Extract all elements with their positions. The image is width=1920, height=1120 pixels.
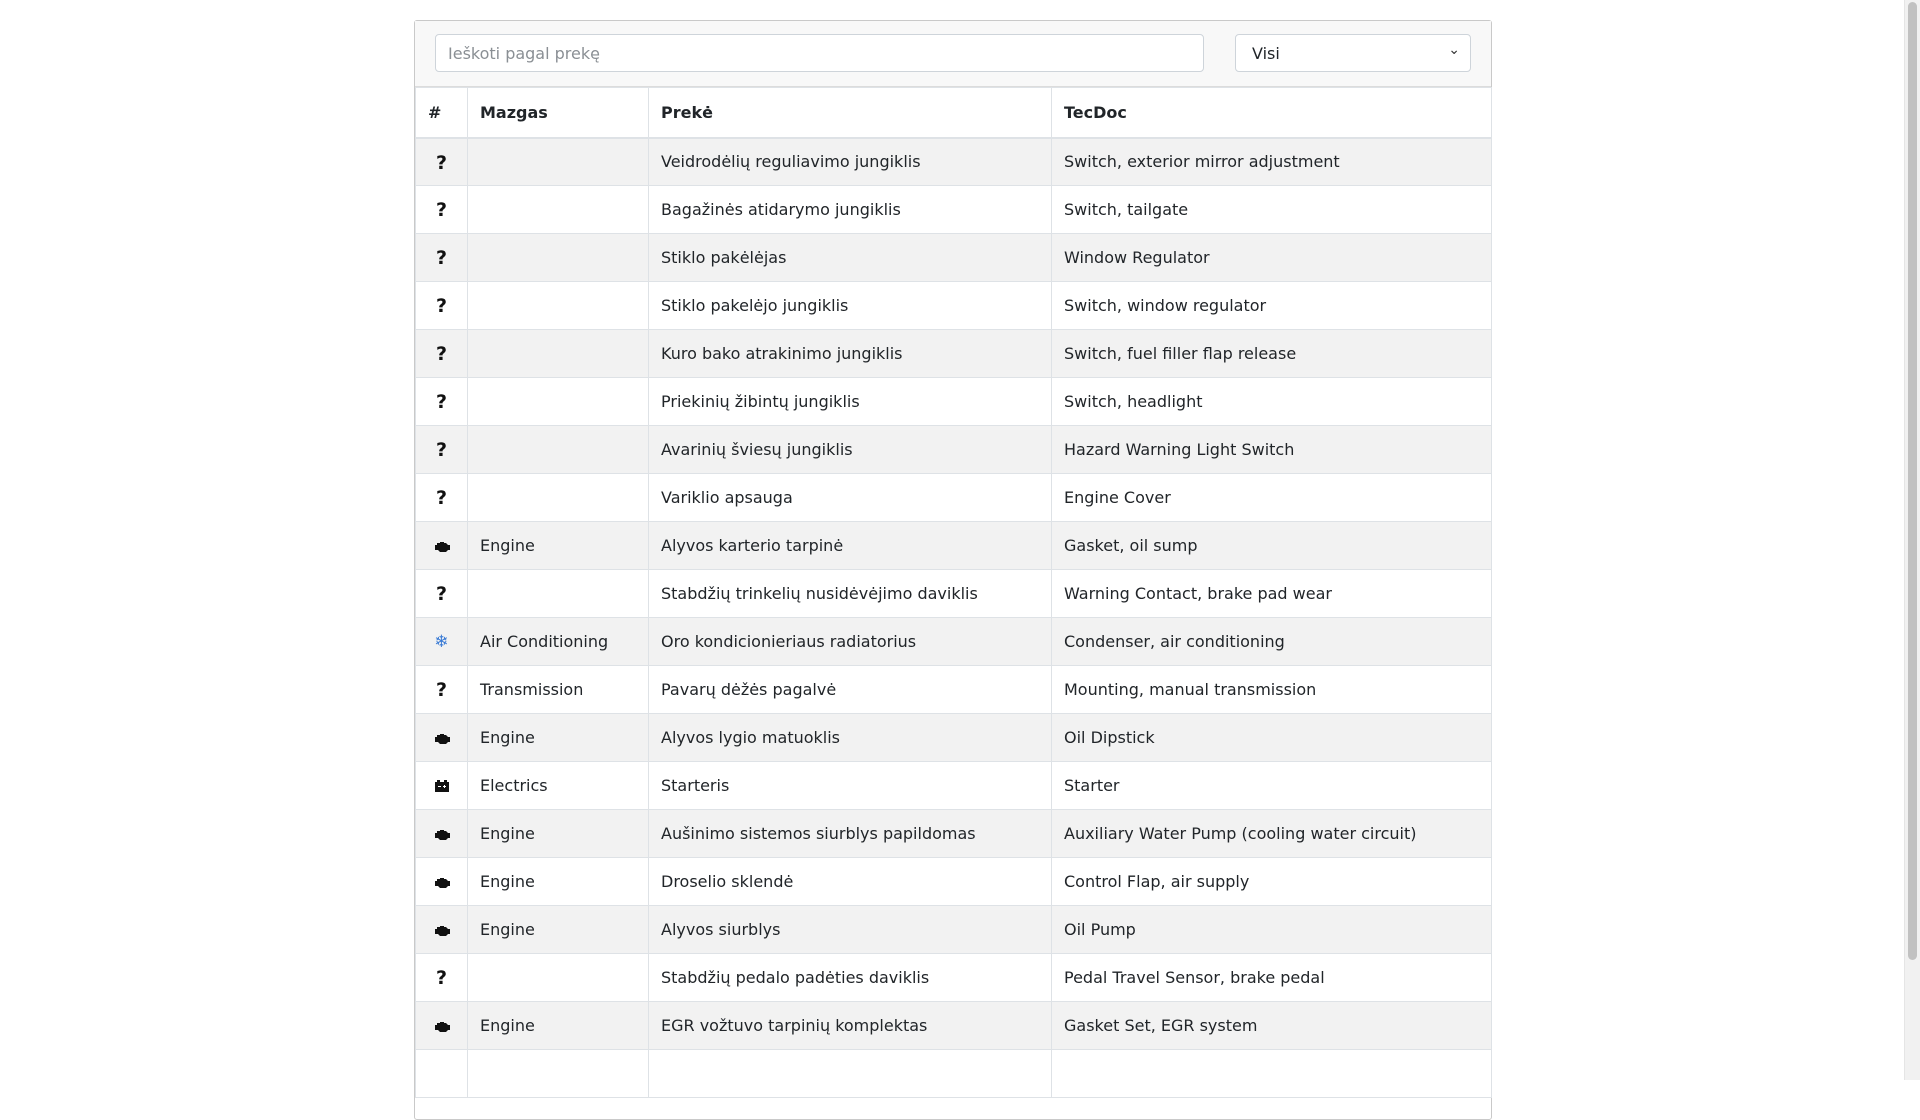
row-icon-cell <box>416 234 468 282</box>
table-row[interactable] <box>416 474 1492 522</box>
row-tecdoc: Starter <box>1052 762 1492 810</box>
row-preke <box>649 1050 1052 1098</box>
row-tecdoc: Mounting, manual transmission <box>1052 666 1492 714</box>
row-preke: Alyvos lygio matuoklis <box>649 714 1052 762</box>
row-icon-cell <box>416 810 468 858</box>
table-row[interactable] <box>416 618 1492 666</box>
table-row[interactable] <box>416 1002 1492 1050</box>
row-tecdoc: Condenser, air conditioning <box>1052 618 1492 666</box>
row-preke: Priekinių žibintų jungiklis <box>649 378 1052 426</box>
question-icon: ? <box>435 199 448 222</box>
row-mazgas <box>468 330 649 378</box>
row-tecdoc: Oil Dipstick <box>1052 714 1492 762</box>
question-icon: ? <box>435 391 448 414</box>
row-tecdoc: Oil Pump <box>1052 906 1492 954</box>
question-icon: ? <box>435 247 448 270</box>
table-row[interactable] <box>416 186 1492 234</box>
table-row[interactable] <box>416 330 1492 378</box>
page-scrollbar[interactable] <box>1904 0 1920 1080</box>
table-row[interactable] <box>416 810 1492 858</box>
question-icon: ? <box>435 439 448 462</box>
row-mazgas: Engine <box>468 810 649 858</box>
row-icon-cell <box>416 1002 468 1050</box>
row-icon-cell <box>416 138 468 186</box>
row-icon-cell <box>416 474 468 522</box>
row-preke: Stabdžių pedalo padėties daviklis <box>649 954 1052 1002</box>
table-row[interactable] <box>416 426 1492 474</box>
row-tecdoc <box>1052 1050 1492 1098</box>
row-tecdoc: Switch, headlight <box>1052 378 1492 426</box>
row-tecdoc: Switch, tailgate <box>1052 186 1492 234</box>
table-row[interactable] <box>416 906 1492 954</box>
row-preke: EGR vožtuvo tarpinių komplektas <box>649 1002 1052 1050</box>
row-preke: Stiklo pakėlėjas <box>649 234 1052 282</box>
row-tecdoc: Gasket Set, EGR system <box>1052 1002 1492 1050</box>
row-icon-cell <box>416 570 468 618</box>
col-header-mazgas[interactable]: Mazgas <box>468 88 649 138</box>
row-mazgas: Engine <box>468 522 649 570</box>
row-preke: Droselio sklendė <box>649 858 1052 906</box>
engine-icon <box>433 824 451 843</box>
question-icon: ? <box>435 295 448 318</box>
row-icon-cell <box>416 186 468 234</box>
filter-toolbar <box>415 21 1491 87</box>
row-icon-cell <box>416 378 468 426</box>
row-icon-cell <box>416 426 468 474</box>
row-icon-cell <box>416 618 468 666</box>
row-icon-cell <box>416 1050 468 1098</box>
engine-icon <box>433 920 451 939</box>
row-mazgas: Electrics <box>468 762 649 810</box>
row-icon-cell <box>416 522 468 570</box>
row-mazgas <box>468 570 649 618</box>
search-input[interactable] <box>435 34 1204 72</box>
row-mazgas <box>468 474 649 522</box>
row-preke: Pavarų dėžės pagalvė <box>649 666 1052 714</box>
row-icon-cell <box>416 330 468 378</box>
table-row[interactable] <box>416 762 1492 810</box>
row-preke: Kuro bako atrakinimo jungiklis <box>649 330 1052 378</box>
row-mazgas: Engine <box>468 906 649 954</box>
col-header-preke[interactable]: Prekė <box>649 88 1052 138</box>
row-mazgas <box>468 138 649 186</box>
row-mazgas: Engine <box>468 714 649 762</box>
row-preke: Stabdžių trinkelių nusidėvėjimo daviklis <box>649 570 1052 618</box>
engine-icon <box>433 1016 451 1035</box>
row-tecdoc: Hazard Warning Light Switch <box>1052 426 1492 474</box>
row-tecdoc: Gasket, oil sump <box>1052 522 1492 570</box>
row-tecdoc: Window Regulator <box>1052 234 1492 282</box>
table-row[interactable] <box>416 954 1492 1002</box>
row-tecdoc: Pedal Travel Sensor, brake pedal <box>1052 954 1492 1002</box>
row-preke: Alyvos karterio tarpinė <box>649 522 1052 570</box>
engine-icon <box>433 872 451 891</box>
question-icon: ? <box>435 679 448 702</box>
row-tecdoc: Control Flap, air supply <box>1052 858 1492 906</box>
row-mazgas <box>468 234 649 282</box>
row-icon-cell <box>416 666 468 714</box>
row-mazgas: Engine <box>468 1002 649 1050</box>
table-row[interactable] <box>416 234 1492 282</box>
row-preke: Veidrodėlių reguliavimo jungiklis <box>649 138 1052 186</box>
chevron-down-icon: ⌄ <box>1448 42 1460 58</box>
question-icon: ? <box>435 343 448 366</box>
category-select[interactable] <box>1235 34 1471 72</box>
snowflake-icon: ❄ <box>434 632 449 653</box>
row-mazgas <box>468 378 649 426</box>
question-icon: ? <box>435 487 448 510</box>
row-preke: Oro kondicionieriaus radiatorius <box>649 618 1052 666</box>
row-tecdoc: Engine Cover <box>1052 474 1492 522</box>
row-icon-cell <box>416 714 468 762</box>
question-icon: ? <box>435 967 448 990</box>
row-preke: Avarinių šviesų jungiklis <box>649 426 1052 474</box>
table-row[interactable] <box>416 666 1492 714</box>
row-preke: Variklio apsauga <box>649 474 1052 522</box>
row-preke: Starteris <box>649 762 1052 810</box>
row-tecdoc: Auxiliary Water Pump (cooling water circuit) <box>1052 810 1492 858</box>
engine-icon <box>433 536 451 555</box>
table-row[interactable] <box>416 570 1492 618</box>
col-header-number[interactable]: # <box>416 88 468 138</box>
row-mazgas: Transmission <box>468 666 649 714</box>
table-row[interactable] <box>416 858 1492 906</box>
question-icon: ? <box>435 583 448 606</box>
row-tecdoc: Switch, window regulator <box>1052 282 1492 330</box>
row-preke: Aušinimo sistemos siurblys papildomas <box>649 810 1052 858</box>
row-icon-cell <box>416 954 468 1002</box>
row-mazgas: Engine <box>468 858 649 906</box>
table-row[interactable] <box>416 378 1492 426</box>
table-row[interactable] <box>416 1050 1492 1098</box>
table-row[interactable] <box>416 522 1492 570</box>
row-tecdoc: Warning Contact, brake pad wear <box>1052 570 1492 618</box>
scrollbar-thumb[interactable] <box>1908 2 1917 960</box>
parts-table <box>415 87 1492 1098</box>
battery-icon <box>433 776 451 795</box>
row-icon-cell <box>416 762 468 810</box>
row-preke: Alyvos siurblys <box>649 906 1052 954</box>
row-mazgas <box>468 1050 649 1098</box>
row-icon-cell <box>416 282 468 330</box>
row-tecdoc: Switch, exterior mirror adjustment <box>1052 138 1492 186</box>
row-mazgas <box>468 426 649 474</box>
row-mazgas <box>468 954 649 1002</box>
row-mazgas: Air Conditioning <box>468 618 649 666</box>
row-icon-cell <box>416 858 468 906</box>
row-tecdoc: Switch, fuel filler flap release <box>1052 330 1492 378</box>
table-row[interactable] <box>416 714 1492 762</box>
row-preke: Bagažinės atidarymo jungiklis <box>649 186 1052 234</box>
row-mazgas <box>468 186 649 234</box>
engine-icon <box>433 728 451 747</box>
row-mazgas <box>468 282 649 330</box>
category-select-value: Visi <box>1252 44 1280 63</box>
question-icon: ? <box>435 151 448 174</box>
row-preke: Stiklo pakelėjo jungiklis <box>649 282 1052 330</box>
table-row[interactable] <box>416 138 1492 186</box>
row-icon-cell <box>416 906 468 954</box>
table-header-row <box>416 88 1492 138</box>
table-row[interactable] <box>416 282 1492 330</box>
col-header-tecdoc[interactable]: TecDoc <box>1052 88 1492 138</box>
parts-card <box>414 20 1492 1120</box>
